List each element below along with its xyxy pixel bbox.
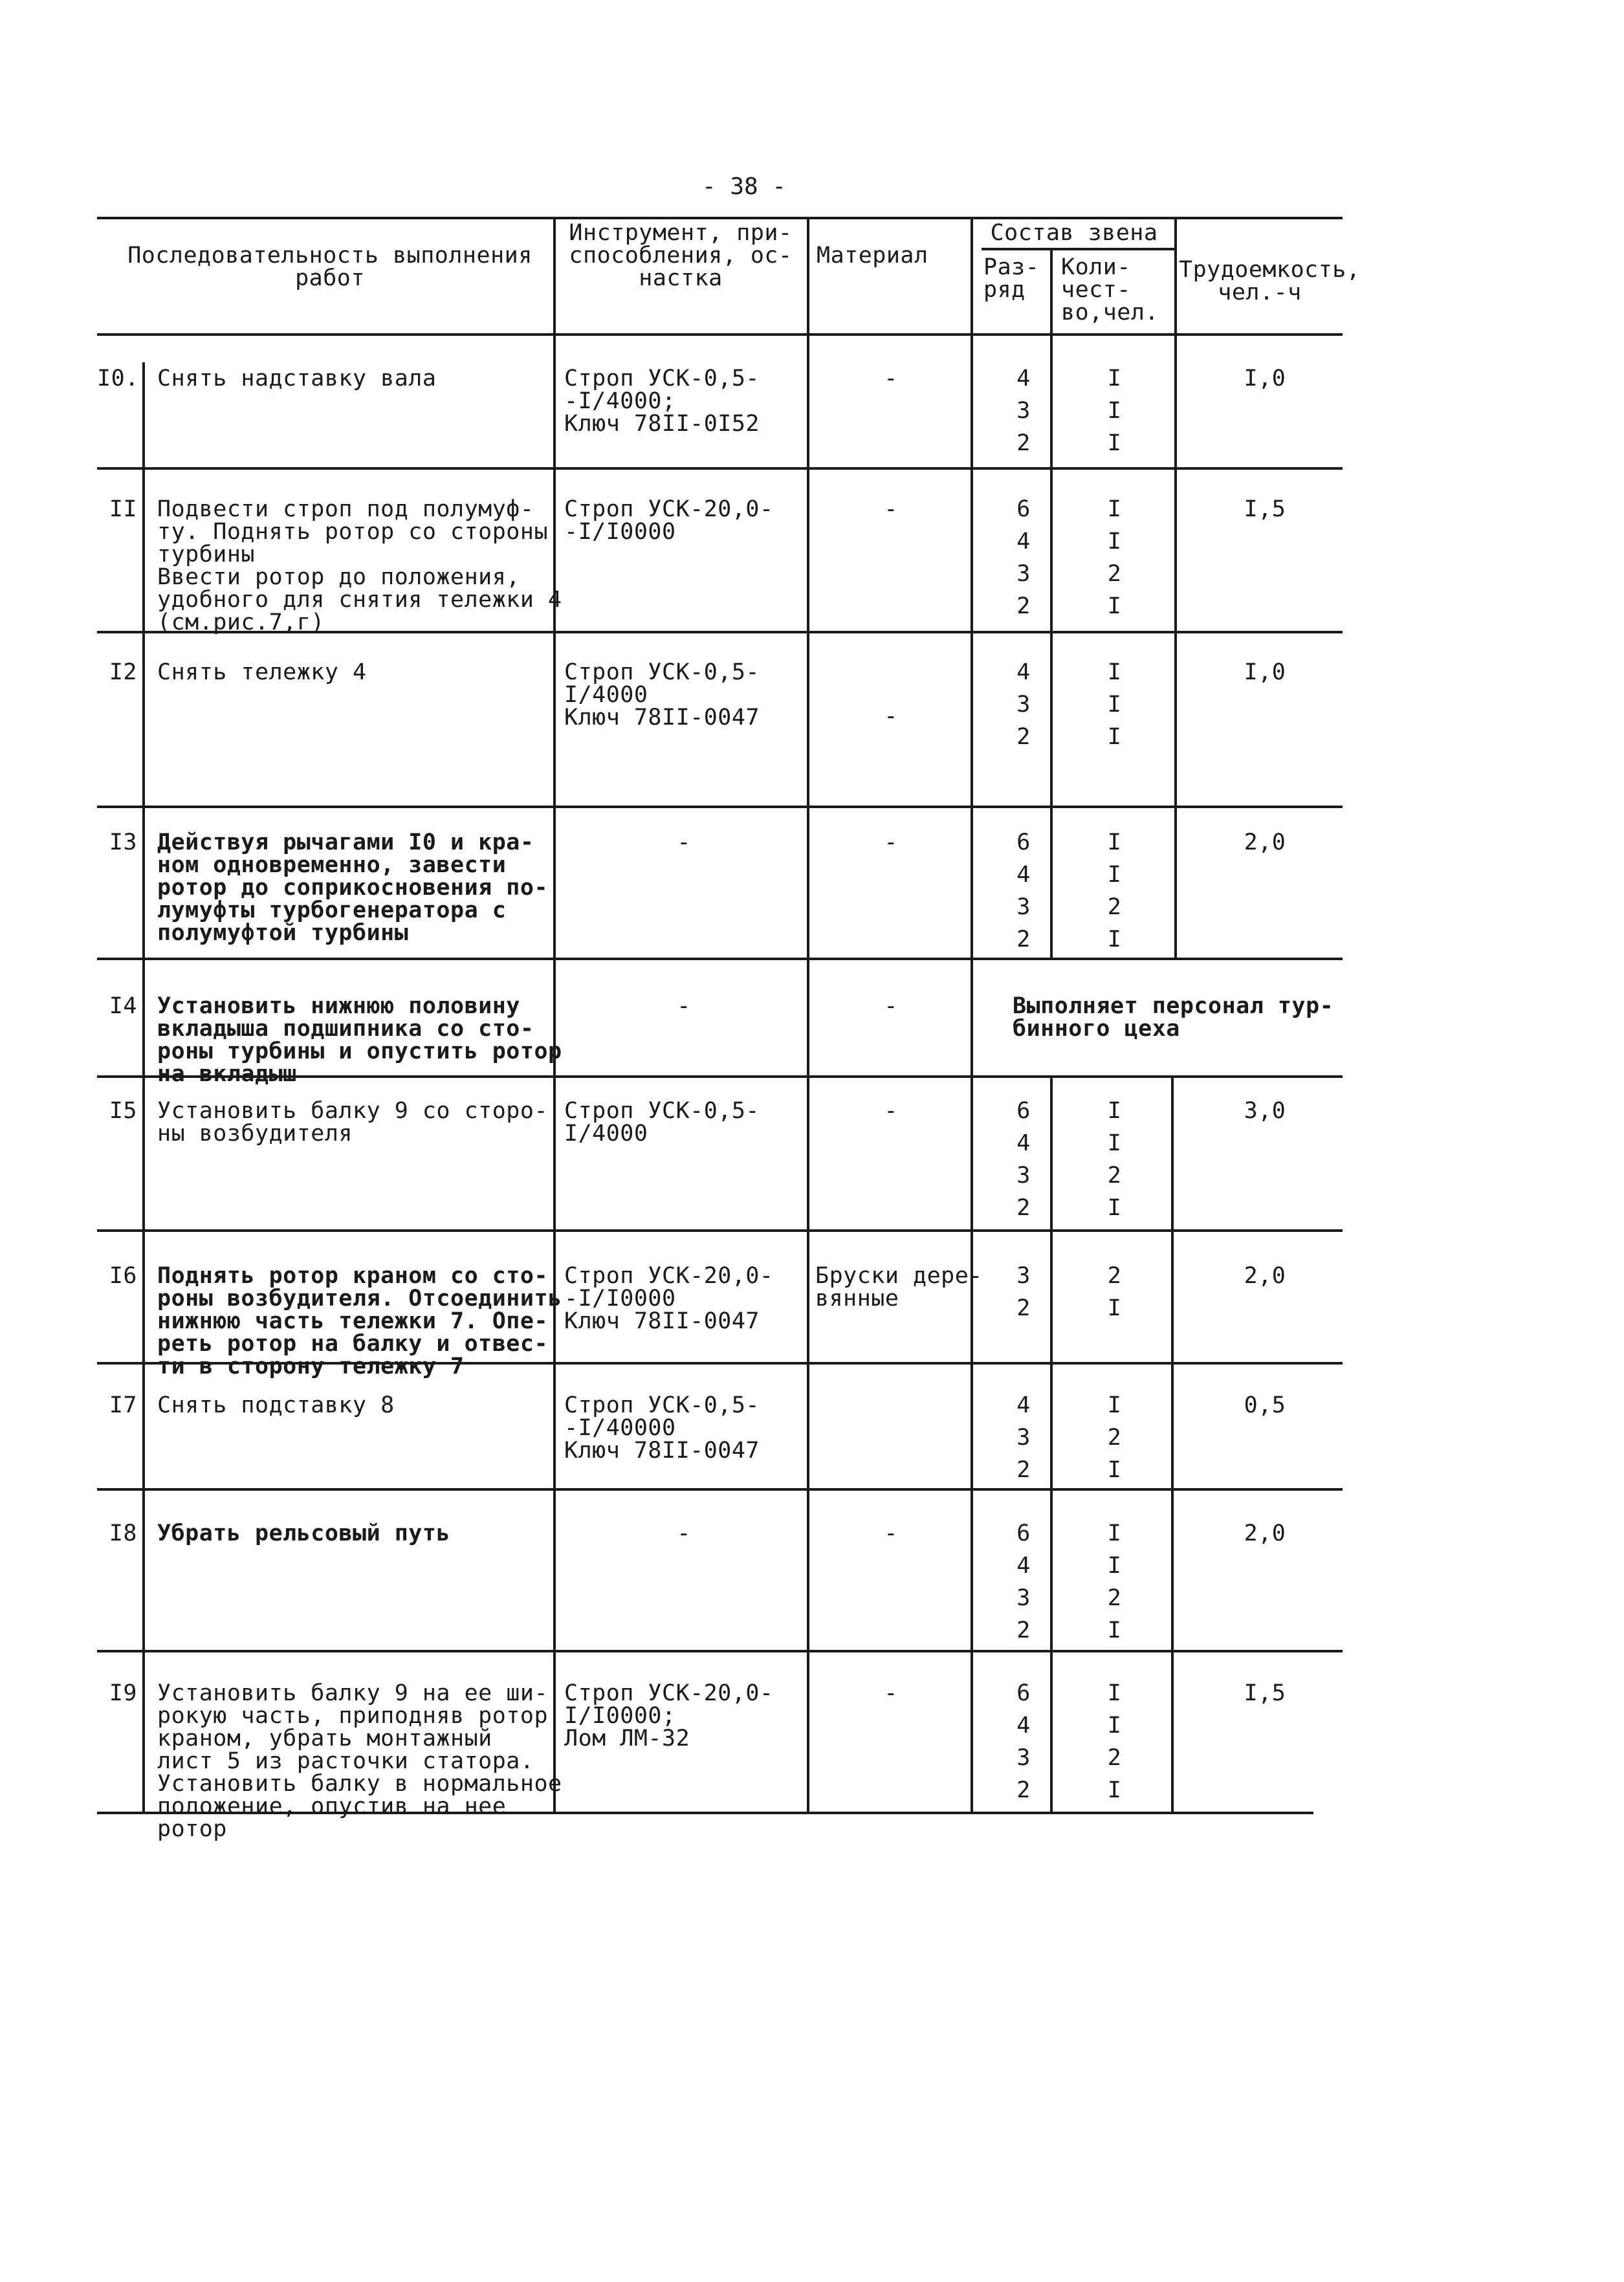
work-description: Снять подставку 8 [157, 1392, 395, 1418]
labor-value: I,5 [1244, 1680, 1286, 1706]
material-text: - [884, 496, 898, 522]
material-text: - [884, 1520, 898, 1546]
work-description: Убрать рельсовый путь [157, 1520, 451, 1546]
category-value: 2 [1016, 430, 1031, 456]
quantity-value: I [1107, 1457, 1122, 1483]
category-value: 4 [1016, 529, 1031, 554]
quantity-value: I [1107, 366, 1122, 391]
labor-value: 2,0 [1244, 829, 1286, 855]
quantity-value: 2 [1107, 1425, 1122, 1451]
category-list [980, 368, 1067, 465]
labor-value: 2,0 [1244, 1520, 1286, 1546]
category-value: 4 [1016, 1553, 1031, 1579]
quantity-value: 2 [1107, 1163, 1122, 1189]
work-description: Установить балку 9 со сторо- ны возбудителя [157, 1098, 549, 1146]
quantity-value: I [1107, 430, 1122, 456]
category-list [980, 831, 1067, 961]
row-number: I4 [109, 993, 137, 1019]
category-list [980, 1522, 1067, 1652]
category-value: 3 [1016, 1745, 1031, 1771]
row-number: II [109, 496, 137, 522]
work-description: Установить нижнюю половину вкладыша подшипника со сто- роны турбины и опустить ротор на вкладыш [157, 993, 562, 1087]
material-text: - [884, 1680, 898, 1706]
header-material: Материал [817, 243, 928, 269]
tool-text: - [677, 1520, 691, 1546]
category-list [980, 661, 1067, 758]
header-quantity: Коли- чест- во,чел. [1061, 254, 1159, 325]
row-number: I2 [109, 659, 137, 685]
category-value: 3 [1016, 1425, 1031, 1451]
quantity-value: I [1107, 862, 1122, 888]
row-number: I5 [109, 1098, 137, 1124]
row-separator [97, 1488, 1343, 1491]
category-value: 4 [1016, 862, 1031, 888]
quantity-value: I [1107, 1777, 1122, 1803]
quantity-value: 2 [1107, 894, 1122, 920]
crew-column-line [971, 217, 973, 1813]
header-tools: Инструмент, при- способления, ос- настка [569, 220, 793, 291]
category-value: 2 [1016, 1295, 1031, 1321]
quantity-value: I [1107, 1713, 1122, 1739]
header-bottom-border [97, 333, 1343, 336]
tool-text: - [677, 993, 691, 1019]
work-description: Снять надставку вала [157, 366, 437, 391]
category-value: 2 [1016, 1777, 1031, 1803]
category-value: 3 [1016, 1585, 1031, 1611]
quantity-value: I [1107, 496, 1122, 522]
quantity-value: I [1107, 927, 1122, 952]
category-value: 3 [1016, 561, 1031, 587]
tool-text: Строп УСК-0,5- -I/4000; Ключ 78II-0I52 [564, 366, 760, 437]
category-list [980, 1682, 1067, 1812]
category-value: 2 [1016, 1618, 1031, 1643]
category-value: 3 [1016, 1263, 1031, 1289]
category-value: 3 [1016, 894, 1031, 920]
quantity-value: I [1107, 529, 1122, 554]
crew-note: Выполняет персонал тур- бинного цеха [1013, 993, 1334, 1042]
category-value: 2 [1016, 593, 1031, 619]
quantity-value: I [1107, 829, 1122, 855]
quantity-list [1074, 1394, 1155, 1491]
category-value: 4 [1016, 659, 1031, 685]
quantity-value: 2 [1107, 1263, 1122, 1289]
category-value: 3 [1016, 398, 1031, 424]
labor-value: 2,0 [1244, 1263, 1286, 1289]
work-description: Снять тележку 4 [157, 659, 367, 685]
row-number: I9 [109, 1680, 137, 1706]
row-separator [97, 958, 1343, 960]
quantity-value: 2 [1107, 1585, 1122, 1611]
row-separator [97, 1650, 1343, 1652]
material-text: Бруски дере- вянные [815, 1263, 983, 1311]
category-value: 4 [1016, 366, 1031, 391]
category-value: 2 [1016, 1195, 1031, 1221]
labor-value: I,0 [1244, 366, 1286, 391]
labor-column-line [1174, 217, 1177, 959]
tool-text: Строп УСК-0,5- I/4000 Ключ 78II-0047 [564, 659, 760, 730]
labor-value: I,0 [1244, 659, 1286, 685]
material-text: - [884, 366, 898, 391]
row-number: I0. [97, 366, 139, 391]
category-value: 6 [1016, 1680, 1031, 1706]
quantity-value: 2 [1107, 561, 1122, 587]
category-value: 4 [1016, 1713, 1031, 1739]
category-value: 3 [1016, 1163, 1031, 1189]
category-list [980, 1100, 1067, 1229]
tool-text: Строп УСК-0,5- -I/40000 Ключ 78II-0047 [564, 1392, 760, 1464]
header-category: Раз- ряд [983, 254, 1040, 303]
category-value: 3 [1016, 692, 1031, 718]
material-text: - [884, 703, 898, 729]
material-column-line [807, 217, 809, 1813]
tool-text: Строп УСК-20,0- -I/I0000 [564, 496, 774, 545]
labor-column-line [1171, 1075, 1174, 1813]
row-separator [97, 1229, 1343, 1232]
quantity-list [1074, 1682, 1155, 1812]
tool-text: Строп УСК-20,0- -I/I0000 Ключ 78II-0047 [564, 1263, 774, 1334]
category-value: 2 [1016, 1457, 1031, 1483]
quantity-list [1074, 1265, 1155, 1330]
num-column-line [142, 362, 145, 1813]
labor-value: 0,5 [1244, 1392, 1286, 1418]
category-value: 6 [1016, 829, 1031, 855]
crew-subheader-line [982, 248, 1176, 250]
header-work-sequence: Последовательность выполнения работ [127, 243, 532, 291]
quantity-list [1074, 831, 1155, 961]
quantity-value: I [1107, 398, 1122, 424]
tool-text: - [677, 829, 691, 855]
row-separator [97, 467, 1343, 470]
category-value: 6 [1016, 1520, 1031, 1546]
category-value: 6 [1016, 496, 1031, 522]
quantity-value: I [1107, 1618, 1122, 1643]
row-number: I6 [109, 1263, 137, 1289]
labor-value: 3,0 [1244, 1098, 1286, 1124]
category-value: 2 [1016, 724, 1031, 750]
work-description: Подвести строп под полумуф- ту. Поднять ротор со стороны турбины Ввести ротор до положения, удобного для снятия тележки 4 (см.рис.7,г) [157, 496, 562, 635]
row-number: I8 [109, 1520, 137, 1546]
work-description: Действуя рычагами I0 и кра- ном одновременно, завести ротор до соприкосновения по- лумуфты турбогенератора с полумуфтой турбины [157, 829, 549, 946]
quantity-value: I [1107, 1680, 1122, 1706]
category-value: 2 [1016, 927, 1031, 952]
quantity-value: I [1107, 659, 1122, 685]
quantity-value: I [1107, 1392, 1122, 1418]
category-list [980, 1394, 1067, 1491]
quantity-list [1074, 661, 1155, 758]
quantity-value: I [1107, 692, 1122, 718]
quantity-value: I [1107, 1098, 1122, 1124]
quantity-value: I [1107, 1195, 1122, 1221]
quantity-value: 2 [1107, 1745, 1122, 1771]
tool-text: Строп УСК-0,5- I/4000 [564, 1098, 760, 1146]
quantity-list [1074, 368, 1155, 465]
quantity-list [1074, 1100, 1155, 1229]
quantity-value: I [1107, 593, 1122, 619]
quantity-list [1074, 1522, 1155, 1652]
quantity-value: I [1107, 1295, 1122, 1321]
category-value: 6 [1016, 1098, 1031, 1124]
labor-value: I,5 [1244, 496, 1286, 522]
material-text: - [884, 829, 898, 855]
quantity-value: I [1107, 724, 1122, 750]
page-number: - 38 - [701, 173, 787, 200]
quantity-list [1074, 498, 1155, 628]
row-number: I7 [109, 1392, 137, 1418]
row-number: I3 [109, 829, 137, 855]
quantity-value: I [1107, 1130, 1122, 1156]
category-value: 4 [1016, 1392, 1031, 1418]
table-top-border [97, 217, 1343, 219]
category-list [980, 498, 1067, 628]
header-labor: Трудоемкость, чел.-ч [1179, 257, 1361, 305]
category-list [980, 1265, 1067, 1330]
material-text: - [884, 993, 898, 1019]
tool-text: Строп УСК-20,0- I/I0000; Лом ЛМ-32 [564, 1680, 774, 1751]
header-crew: Состав звена [990, 220, 1158, 246]
category-value: 4 [1016, 1130, 1031, 1156]
work-description: Установить балку 9 на ее ши- рокую часть, приподняв ротор краном, убрать монтажный лист 5 из расточки статора. Установить балку в нормальное положение, опустив на нее ротор [157, 1680, 562, 1842]
work-description: Поднять ротор краном со сто- роны возбудителя. Отсоединить нижнюю часть тележки 7. Опе- реть ротор на балку и отвес- ти в сторону тележку 7 [157, 1263, 562, 1379]
row-separator [97, 806, 1343, 808]
quantity-value: I [1107, 1520, 1122, 1546]
material-text: - [884, 1098, 898, 1124]
quantity-value: I [1107, 1553, 1122, 1579]
